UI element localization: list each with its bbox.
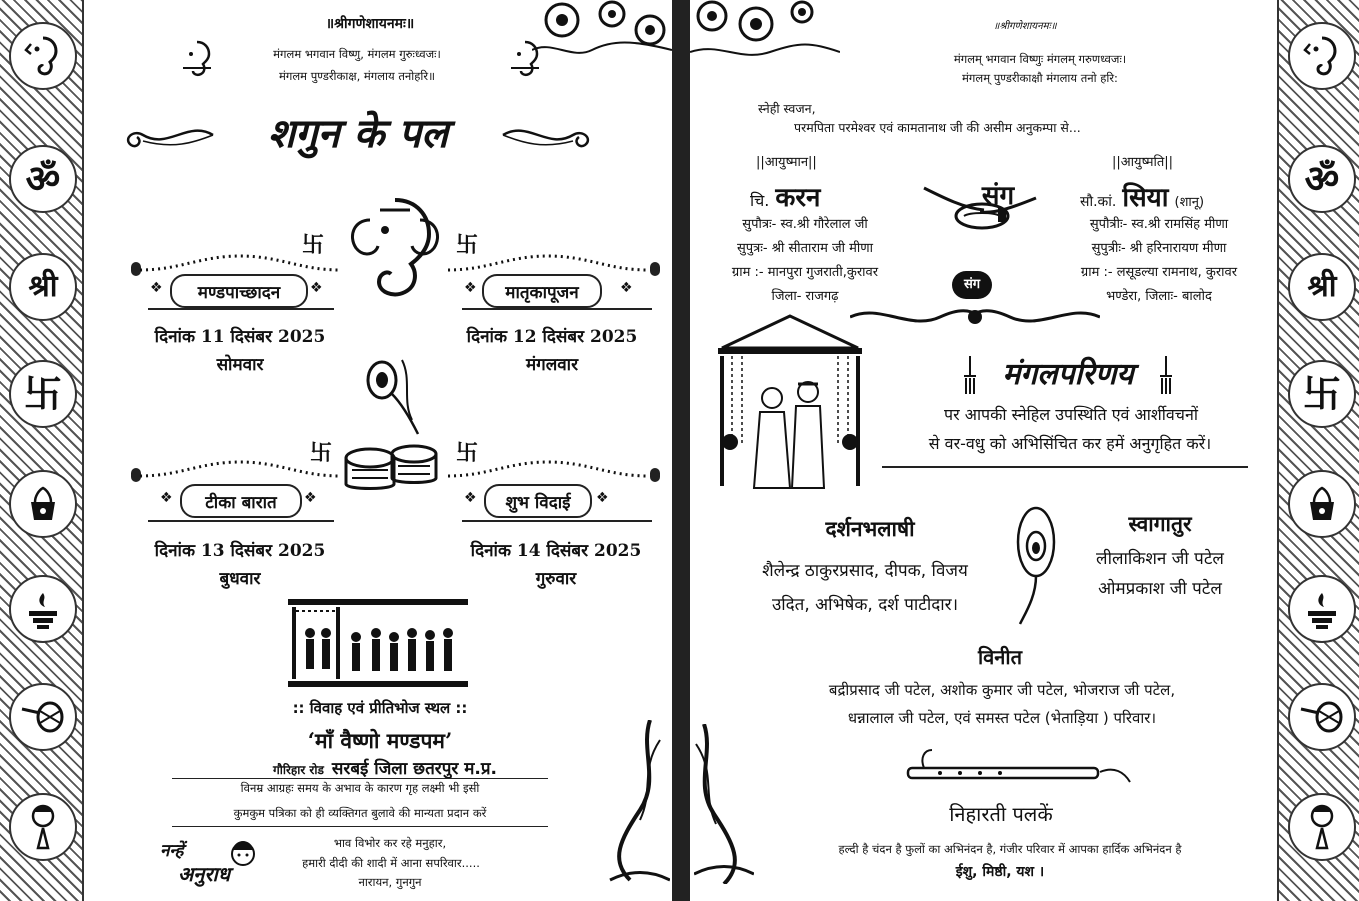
swagat-line-1: लीलाकिशन जी पटेल <box>1096 549 1224 569</box>
divider-rule <box>172 778 548 779</box>
namaste-icon <box>9 793 77 861</box>
swastik-1: 卐 <box>302 232 325 258</box>
kids-line-2: हमारी दीदी की शादी में आना सपरिवार..... <box>302 856 480 870</box>
header-mantra: ॥श्रीगणेशायनमः॥ <box>993 21 1057 32</box>
groom-line-4: जिला- राजगढ़ <box>771 289 839 304</box>
namaste-icon <box>1288 793 1356 861</box>
bride-name: सिया <box>1122 183 1169 213</box>
event-1-day: सोमवार <box>216 355 264 375</box>
venue-place: सरबई जिला छतरपुर म.प्र. <box>331 759 497 779</box>
title-scroll-right <box>498 115 598 155</box>
bride-label: ||आयुष्मति|| <box>1112 155 1174 170</box>
divider-rule <box>172 826 548 827</box>
bottom-flourish <box>694 724 754 884</box>
mantra-line-1: मंगलम् भगवान विष्णुः मंगलम् गरुणध्वजः। <box>953 52 1127 66</box>
ganesha-icon <box>9 22 77 90</box>
kids-line-3: नारायन, गुनगुन <box>358 875 422 889</box>
event-1-date: दिनांक 11 दिसंबर 2025 <box>154 327 326 347</box>
mantra-line-2: मंगलम् पुण्डरीकाक्षौ मंगलाय तनो हरि: <box>962 71 1118 85</box>
kids-name-logo <box>160 836 270 892</box>
ganesha-icon <box>1288 22 1356 90</box>
sang-badge: संग <box>952 271 992 299</box>
diamond-ornament: ❖ <box>310 280 323 296</box>
event-4-rule <box>462 520 652 522</box>
venue-road: गौरिहार रोड <box>272 763 324 777</box>
page-gutter <box>672 0 688 901</box>
event-1-name: मण्डपाच्छादन <box>170 274 308 308</box>
om-glyph: ॐ <box>25 157 61 201</box>
groom-name: करन <box>775 183 821 213</box>
corner-flourish <box>532 0 672 70</box>
ganesha-illustration <box>340 190 450 310</box>
kids-logo-line-1: नन्हें <box>160 841 184 861</box>
wedding-procession-illustration <box>286 597 470 689</box>
request-line-1: विनम्र आग्रहः समय के अभाव के कारण गृह लक्ष्मी भी इसी <box>240 781 480 795</box>
vinit-line-1: बद्रीप्रसाद जी पटेल, अशोक कुमार जी पटेल, भोजराज जी पटेल, <box>828 681 1176 699</box>
venue-address <box>240 756 530 779</box>
groom-prefix: चि. <box>750 191 770 210</box>
darshan-line-2: उदित, अभिषेक, दर्श पाटीदार। <box>771 595 959 615</box>
swastik-icon <box>9 360 77 428</box>
event-1-rule <box>148 308 334 310</box>
peacock-feather-icon <box>1006 496 1066 626</box>
shri-icon <box>1288 253 1356 321</box>
diamond-ornament: ❖ <box>620 280 633 296</box>
mangal-title: मंगलपरिणय <box>1002 357 1134 392</box>
sang-label: संग <box>981 181 1015 211</box>
diamond-ornament: ❖ <box>464 280 477 296</box>
title-scroll-left <box>118 115 218 155</box>
event-3-day: बुधवार <box>219 569 261 589</box>
kids-logo-line-2: अनुराध <box>178 862 231 886</box>
dhol-icon <box>9 683 77 751</box>
diamond-ornament: ❖ <box>304 490 317 506</box>
left-page <box>0 0 674 901</box>
event-3-date: दिनांक 13 दिसंबर 2025 <box>154 541 326 561</box>
request-line-2: कुमकुम पत्रिका को ही व्यक्तिगत बुलावे की मान्यता प्रदान करें <box>233 806 487 820</box>
wave-line-right <box>448 454 648 484</box>
blessing: परमपिता परमेश्वर एवं कामतानाथ जी की असीम अनुकम्पा से... <box>794 120 1081 135</box>
bride-line-4: भण्डेरा, जिलाः- बालोद <box>1106 289 1212 304</box>
dhol-icon <box>1288 683 1356 751</box>
swastik-glyph: 卐 <box>23 372 62 416</box>
right-page <box>688 0 1359 901</box>
diamond-ornament: ❖ <box>150 280 163 296</box>
event-4-name: शुभ विदाई <box>484 484 592 518</box>
event-3-name: टीका बारात <box>180 484 302 518</box>
flute-icon <box>900 748 1140 788</box>
left-icon-strip <box>0 0 84 901</box>
kalash-icon <box>1288 470 1356 538</box>
bottom-flourish <box>600 720 670 890</box>
swastik-icon <box>1288 360 1356 428</box>
om-glyph: ॐ <box>1304 157 1340 201</box>
shri-glyph: श्री <box>1307 269 1337 304</box>
tassel-icon <box>1156 356 1176 396</box>
swastik-3: 卐 <box>310 440 333 466</box>
mangal-line-2: से वर-वधु को अभिसिंचित कर हमें अनुगृहित करें। <box>928 434 1212 453</box>
bride-prefix: सौ.कां. <box>1080 194 1117 210</box>
wave-line-left <box>140 454 340 484</box>
vinit-line-2: धन्नालाल जी पटेल, एवं समस्त पटेल (भेताड़िया ) परिवार। <box>847 709 1157 727</box>
havan-icon <box>9 575 77 643</box>
darshan-line-1: शैलेन्द्र ठाकुरप्रसाद, दीपक, विजय <box>762 561 968 581</box>
mantra-line-2: मंगलम पुण्डरीकाक्ष, मंगलाय तनोहरि॥ <box>279 69 435 83</box>
diamond-ornament: ❖ <box>464 490 477 506</box>
mandap-couple-illustration <box>712 312 868 502</box>
ganesha-left-icon <box>174 36 220 90</box>
wave-end-right <box>650 262 660 276</box>
corner-flourish <box>690 0 840 70</box>
footer-line: हल्दी है चंदन है फुलों का अभिनंदन है, गंजीर परिवार में आपका हार्दिक अभिनंदन है <box>838 842 1182 856</box>
event-2-date: दिनांक 12 दिसंबर 2025 <box>466 327 638 347</box>
dhol-drums-illustration <box>338 436 448 506</box>
peacock-feather-icon <box>352 350 422 440</box>
bride-line-1: सुपौत्रीः- स्व.श्री रामसिंह मीणा <box>1089 217 1229 232</box>
event-2-name: मातृकापूजन <box>482 274 602 308</box>
om-icon <box>9 145 77 213</box>
bride-line-2: सुपुत्रीः- श्री हरिनारायण मीणा <box>1091 241 1227 256</box>
venue-heading: :: विवाह एवं प्रीतिभोज स्थल :: <box>292 699 468 717</box>
shri-icon <box>9 253 77 321</box>
ornamental-divider <box>850 302 1100 332</box>
bride-nick: (शानू) <box>1174 195 1205 210</box>
groom-line-3: ग्राम :- मानपुरा गुजराती,कुरावर <box>731 265 879 280</box>
mangal-line-1: पर आपकी स्नेहिल उपस्थिति एवं आर्शीवचनों <box>943 405 1198 424</box>
havan-icon <box>1288 575 1356 643</box>
header-mantra: ॥श्रीगणेशायनमः॥ <box>325 16 415 32</box>
event-3-rule <box>148 520 334 522</box>
event-4-date: दिनांक 14 दिसंबर 2025 <box>470 541 642 561</box>
greeting: स्नेही स्वजन, <box>758 101 816 116</box>
right-icon-strip <box>1277 0 1359 901</box>
groom-label: ||आयुष्मान|| <box>756 155 817 170</box>
event-4-day: गुरुवार <box>535 569 577 589</box>
venue-name: ‘माँ वैष्णो मण्डपम’ <box>307 728 453 753</box>
bride-line-3: ग्राम :- लसूडल्या रामनाथ, कुरावर <box>1080 265 1238 280</box>
swagat-title: स्वागातुर <box>1128 512 1192 536</box>
diamond-ornament: ❖ <box>160 490 173 506</box>
swastik-4: 卐 <box>456 440 479 466</box>
diamond-ornament: ❖ <box>596 490 609 506</box>
om-icon <box>1288 145 1356 213</box>
child-face-icon <box>228 836 258 868</box>
groom-line-1: सुपौत्रः- स्व.श्री गौरेलाल जी <box>742 217 868 232</box>
groom-line-2: सुपुत्रः- श्री सीताराम जी मीणा <box>736 241 874 256</box>
darshan-title: दर्शनभलाषी <box>825 517 915 541</box>
niharti-title: निहारती पलकें <box>949 802 1053 826</box>
vinit-title: विनीत <box>978 645 1022 669</box>
event-2-day: मंगलवार <box>525 355 579 375</box>
shri-glyph: श्री <box>28 269 58 304</box>
swagat-line-2: ओमप्रकाश जी पटेल <box>1098 579 1222 599</box>
event-2-rule <box>462 308 652 310</box>
mantra-line-1: मंगलम भगवान विष्णु, मंगलम गुरुःध्वजः। <box>273 47 441 61</box>
footer-names: ईशु, मिष्ठी, यश । <box>955 864 1045 880</box>
swastik-glyph: 卐 <box>1302 372 1341 416</box>
kids-line-1: भाव विभोर कर रहे मनुहार, <box>333 836 447 850</box>
groom-name-block <box>750 178 820 214</box>
bride-name-block <box>1080 178 1204 214</box>
mangal-rule <box>882 466 1248 468</box>
swastik-2: 卐 <box>456 232 479 258</box>
kalash-icon <box>9 470 77 538</box>
page-title: शगुन के पल <box>267 111 449 157</box>
wave-end-right <box>650 468 660 482</box>
